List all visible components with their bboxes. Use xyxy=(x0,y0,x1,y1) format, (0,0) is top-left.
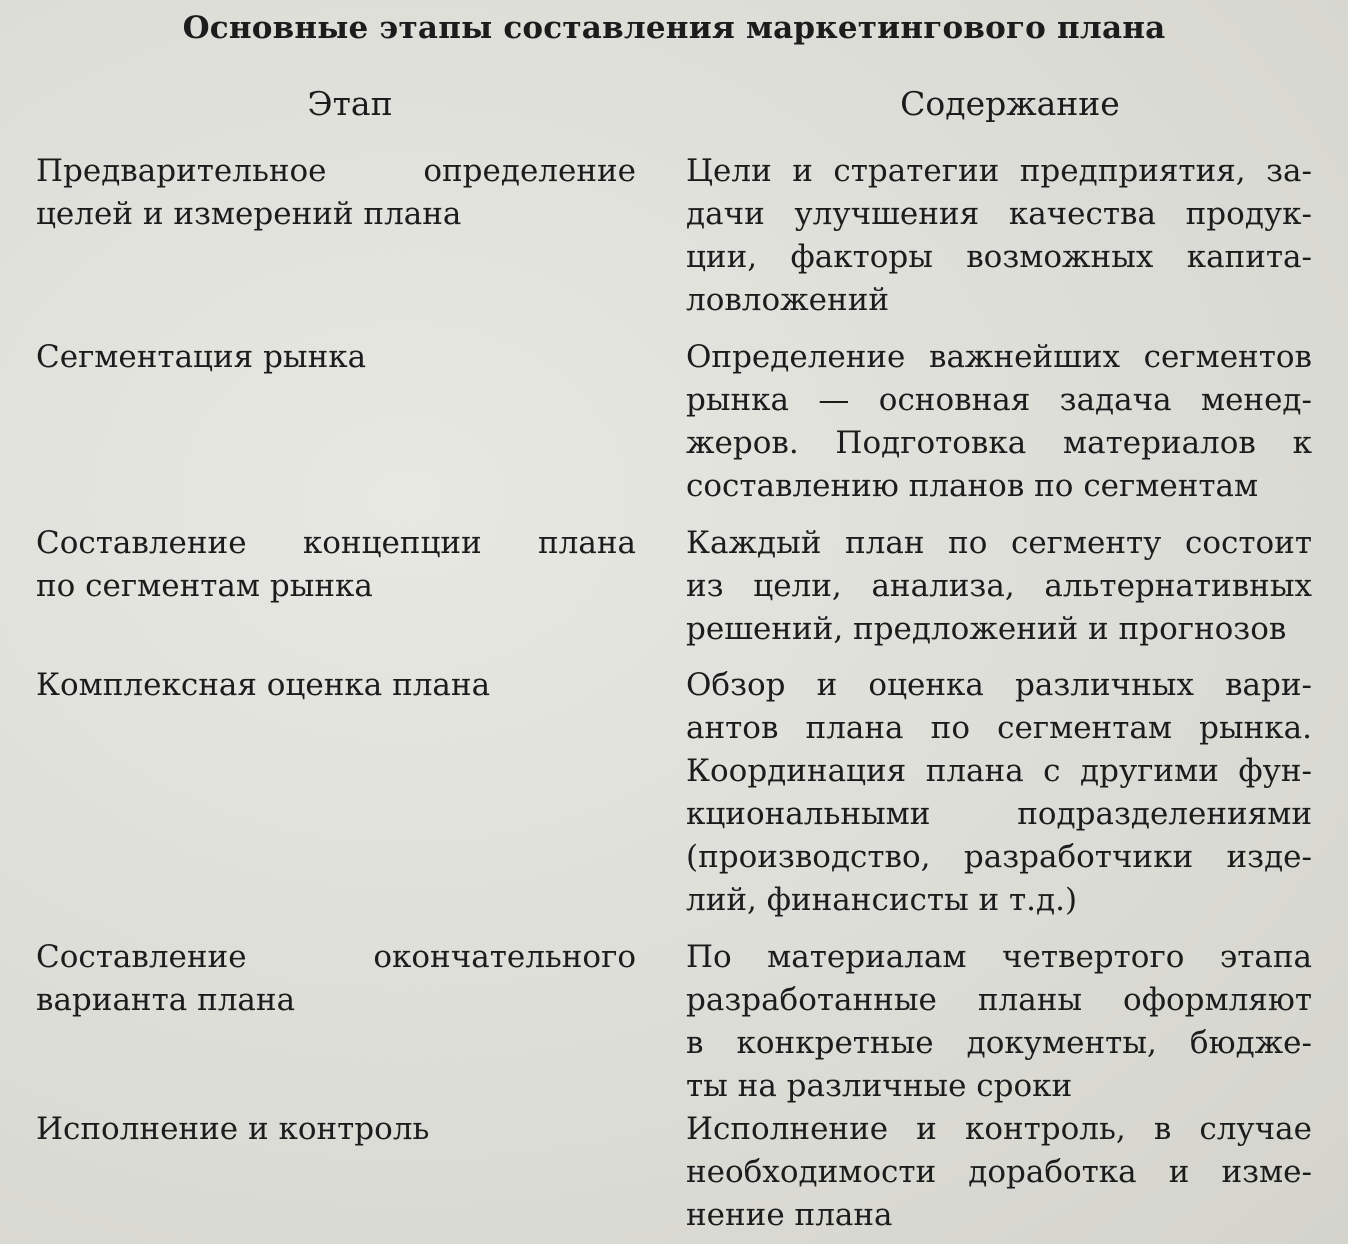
content-line: (производство, разработчики изде- xyxy=(686,839,1312,875)
content-line: решений, предложений и прогнозов xyxy=(686,611,1287,647)
content-line: составлению планов по сегментам xyxy=(686,468,1259,504)
content-line: лий, финансисты и т.д.) xyxy=(686,882,1078,918)
stage-line: варианта плана xyxy=(36,982,296,1018)
stage-cell xyxy=(36,936,636,1022)
content-line: Определение важнейших сегментов xyxy=(686,339,1312,375)
content-line: разработанные планы оформляют xyxy=(686,982,1312,1018)
content-line: жеров. Подготовка материалов к xyxy=(686,425,1312,461)
content-line: Координация плана с другими фун- xyxy=(686,753,1312,789)
content-line: нение плана xyxy=(686,1197,893,1233)
content-cell xyxy=(686,936,1312,1108)
content-line: в конкретные документы, бюдже- xyxy=(686,1025,1312,1061)
content-line: рынка — основная задача менед- xyxy=(686,382,1312,418)
content-line: Обзор и оценка различных вари- xyxy=(686,667,1312,703)
content-line: Цели и стратегии предприятия, за- xyxy=(686,153,1312,189)
content-line: Исполнение и контроль, в случае xyxy=(686,1111,1312,1147)
stage-line: Комплексная оценка плана xyxy=(36,667,491,703)
content-line: ты на различные сроки xyxy=(686,1068,1073,1104)
stage-cell xyxy=(36,336,636,379)
stage-line: Составление концепции плана xyxy=(36,525,636,561)
content-line: кциональными подразделениями xyxy=(686,796,1312,832)
page-title: Основные этапы составления маркетингового плана xyxy=(182,10,1166,46)
stage-line: по сегментам рынка xyxy=(36,568,373,604)
stage-cell xyxy=(36,664,636,707)
content-line: антов плана по сегментам рынка. xyxy=(686,710,1312,746)
stage-line: Предварительное определение xyxy=(36,153,636,189)
content-cell xyxy=(686,664,1312,922)
content-line: дачи улучшения качества продук- xyxy=(686,196,1312,232)
stage-line: Составление окончательного xyxy=(36,939,636,975)
content-cell xyxy=(686,150,1312,322)
stage-line: Исполнение и контроль xyxy=(36,1111,430,1147)
column-header-stage: Этап xyxy=(307,84,393,123)
content-cell xyxy=(686,336,1312,508)
content-line: Каждый план по сегменту состоит xyxy=(686,525,1312,561)
stage-line: целей и измерений плана xyxy=(36,196,462,232)
content-line: ции, факторы возможных капита- xyxy=(686,239,1312,275)
column-header-content: Содержание xyxy=(900,84,1120,123)
content-cell xyxy=(686,522,1312,651)
content-line: По материалам четвертого этапа xyxy=(686,939,1312,975)
stage-line: Сегментация рынка xyxy=(36,339,367,375)
content-line: из цели, анализа, альтернативных xyxy=(686,568,1312,604)
stage-cell xyxy=(36,150,636,236)
stage-cell xyxy=(36,522,636,608)
stage-cell xyxy=(36,1108,636,1151)
content-cell xyxy=(686,1108,1312,1237)
content-line: необходимости доработка и изме- xyxy=(686,1154,1312,1190)
content-line: ловложений xyxy=(686,282,890,318)
